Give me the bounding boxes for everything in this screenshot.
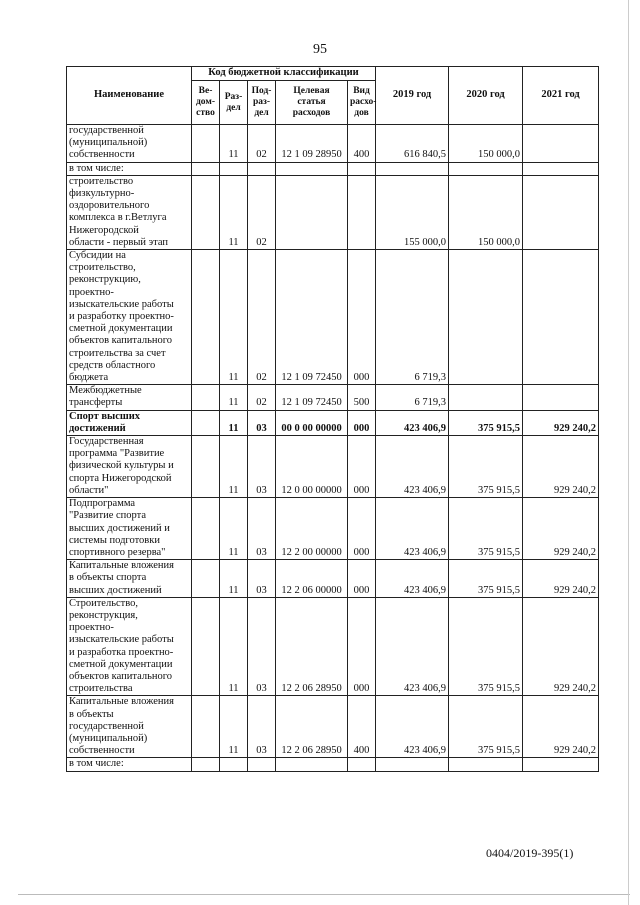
cell-target: 12 0 00 00000 xyxy=(276,436,348,498)
table-row xyxy=(67,162,599,175)
cell-ved xyxy=(192,162,220,175)
table-row xyxy=(67,175,599,249)
cell-ved xyxy=(192,758,220,771)
cell-ved xyxy=(192,560,220,598)
cell-razdel xyxy=(220,162,248,175)
header-name: Наименование xyxy=(67,67,192,125)
cell-y2019: 616 840,5 xyxy=(376,125,449,163)
cell-y2019: 423 406,9 xyxy=(376,597,449,696)
cell-vid xyxy=(348,162,376,175)
header-vid: Вид расхо- дов xyxy=(348,81,376,125)
cell-vid: 000 xyxy=(348,498,376,560)
cell-podrazdel: 03 xyxy=(248,498,276,560)
cell-podrazdel: 03 xyxy=(248,696,276,758)
table-row xyxy=(67,696,599,758)
cell-y2021: 929 240,2 xyxy=(523,696,599,758)
cell-name: Спорт высших достижений xyxy=(67,410,192,435)
header-target: Целевая статья расходов xyxy=(276,81,348,125)
cell-y2021: 929 240,2 xyxy=(523,560,599,598)
cell-razdel: 11 xyxy=(220,696,248,758)
cell-y2019: 155 000,0 xyxy=(376,175,449,249)
cell-y2019 xyxy=(376,758,449,771)
cell-y2021 xyxy=(523,758,599,771)
cell-y2020: 375 915,5 xyxy=(449,410,523,435)
header-2019: 2019 год xyxy=(376,67,449,125)
cell-y2020: 375 915,5 xyxy=(449,560,523,598)
header-2020: 2020 год xyxy=(449,67,523,125)
cell-podrazdel xyxy=(248,758,276,771)
cell-y2020 xyxy=(449,758,523,771)
cell-y2021: 929 240,2 xyxy=(523,436,599,498)
cell-podrazdel: 03 xyxy=(248,410,276,435)
cell-name: государственной (муниципальной) собственности xyxy=(67,125,192,163)
cell-target: 12 1 09 72450 xyxy=(276,250,348,385)
cell-vid: 400 xyxy=(348,125,376,163)
cell-podrazdel: 03 xyxy=(248,597,276,696)
table-row xyxy=(67,250,599,385)
table-body xyxy=(67,125,599,772)
table-row xyxy=(67,410,599,435)
cell-y2019: 423 406,9 xyxy=(376,436,449,498)
cell-podrazdel: 02 xyxy=(248,250,276,385)
cell-razdel: 11 xyxy=(220,125,248,163)
cell-vid: 000 xyxy=(348,410,376,435)
cell-name: Подпрограмма "Развитие спорта высших достижений и системы подготовки спортивного резерва" xyxy=(67,498,192,560)
table-row xyxy=(67,560,599,598)
cell-podrazdel: 02 xyxy=(248,385,276,410)
cell-razdel: 11 xyxy=(220,436,248,498)
cell-vid: 500 xyxy=(348,385,376,410)
cell-name: в том числе: xyxy=(67,758,192,771)
table-row xyxy=(67,758,599,771)
cell-target: 00 0 00 00000 xyxy=(276,410,348,435)
cell-podrazdel: 03 xyxy=(248,436,276,498)
cell-y2020 xyxy=(449,162,523,175)
header-2021: 2021 год xyxy=(523,67,599,125)
cell-y2021 xyxy=(523,385,599,410)
cell-name: Капитальные вложения в объекты спорта высших достижений xyxy=(67,560,192,598)
cell-ved xyxy=(192,597,220,696)
cell-target: 12 2 00 00000 xyxy=(276,498,348,560)
cell-target: 12 2 06 00000 xyxy=(276,560,348,598)
cell-y2020: 375 915,5 xyxy=(449,696,523,758)
cell-y2021 xyxy=(523,125,599,163)
cell-name: строительство физкультурно- оздоровительного комплекса в г.Ветлуга Нижегородской области - первый этап xyxy=(67,175,192,249)
cell-target: 12 2 06 28950 xyxy=(276,597,348,696)
cell-y2021 xyxy=(523,250,599,385)
cell-podrazdel: 02 xyxy=(248,125,276,163)
document-code: 0404/2019-395(1) xyxy=(486,846,574,860)
cell-y2021: 929 240,2 xyxy=(523,410,599,435)
cell-name: Строительство, реконструкция, проектно- изыскательские работы и разработка проектно- сметной документации объектов капитального строительства xyxy=(67,597,192,696)
cell-razdel: 11 xyxy=(220,385,248,410)
cell-target: 12 1 09 72450 xyxy=(276,385,348,410)
cell-name: Субсидии на строительство, реконструкцию, проектно- изыскательские работы и разработку проектно- сметной документации объектов капитального строительства за счет средств областного бюджета xyxy=(67,250,192,385)
cell-y2019 xyxy=(376,162,449,175)
cell-y2020 xyxy=(449,385,523,410)
cell-target: 12 2 06 28950 xyxy=(276,696,348,758)
cell-y2019: 423 406,9 xyxy=(376,410,449,435)
cell-y2019: 423 406,9 xyxy=(376,498,449,560)
page-number: 95 xyxy=(313,42,327,57)
cell-y2021 xyxy=(523,175,599,249)
cell-y2019: 6 719,3 xyxy=(376,250,449,385)
cell-name: в том числе: xyxy=(67,162,192,175)
cell-vid: 000 xyxy=(348,250,376,385)
cell-ved xyxy=(192,410,220,435)
cell-y2020: 375 915,5 xyxy=(449,498,523,560)
cell-podrazdel xyxy=(248,162,276,175)
cell-y2019: 423 406,9 xyxy=(376,560,449,598)
cell-ved xyxy=(192,125,220,163)
cell-ved xyxy=(192,175,220,249)
cell-y2021: 929 240,2 xyxy=(523,597,599,696)
cell-razdel xyxy=(220,758,248,771)
cell-podrazdel: 02 xyxy=(248,175,276,249)
cell-ved xyxy=(192,498,220,560)
cell-ved xyxy=(192,250,220,385)
cell-ved xyxy=(192,436,220,498)
cell-target xyxy=(276,758,348,771)
scan-right-edge xyxy=(628,0,629,905)
header-razdel: Раз- дел xyxy=(220,81,248,125)
table-row xyxy=(67,498,599,560)
cell-target xyxy=(276,175,348,249)
cell-vid: 000 xyxy=(348,597,376,696)
cell-ved xyxy=(192,385,220,410)
header-ved: Ве- дом- ство xyxy=(192,81,220,125)
cell-y2020: 375 915,5 xyxy=(449,597,523,696)
header-podrazdel: Под- раз- дел xyxy=(248,81,276,125)
cell-razdel: 11 xyxy=(220,597,248,696)
cell-razdel: 11 xyxy=(220,410,248,435)
cell-y2021: 929 240,2 xyxy=(523,498,599,560)
table-row xyxy=(67,125,599,163)
cell-target: 12 1 09 28950 xyxy=(276,125,348,163)
cell-name: Государственная программа "Развитие физической культуры и спорта Нижегородской области" xyxy=(67,436,192,498)
cell-razdel: 11 xyxy=(220,498,248,560)
scan-edge-line xyxy=(18,894,630,895)
cell-name: Межбюджетные трансферты xyxy=(67,385,192,410)
cell-razdel: 11 xyxy=(220,175,248,249)
table-row xyxy=(67,385,599,410)
table-row xyxy=(67,597,599,696)
cell-y2019: 423 406,9 xyxy=(376,696,449,758)
cell-y2019: 6 719,3 xyxy=(376,385,449,410)
cell-name: Капитальные вложения в объекты государственной (муниципальной) собственности xyxy=(67,696,192,758)
cell-vid xyxy=(348,175,376,249)
cell-y2020: 150 000,0 xyxy=(449,175,523,249)
cell-razdel: 11 xyxy=(220,560,248,598)
table-row xyxy=(67,436,599,498)
cell-vid: 000 xyxy=(348,560,376,598)
cell-vid: 400 xyxy=(348,696,376,758)
cell-ved xyxy=(192,696,220,758)
cell-y2020 xyxy=(449,250,523,385)
budget-table xyxy=(66,66,599,772)
cell-vid: 000 xyxy=(348,436,376,498)
cell-y2020: 375 915,5 xyxy=(449,436,523,498)
cell-y2020: 150 000,0 xyxy=(449,125,523,163)
cell-target xyxy=(276,162,348,175)
header-kbk: Код бюджетной классификации xyxy=(192,67,376,81)
cell-y2021 xyxy=(523,162,599,175)
cell-podrazdel: 03 xyxy=(248,560,276,598)
cell-razdel: 11 xyxy=(220,250,248,385)
cell-vid xyxy=(348,758,376,771)
